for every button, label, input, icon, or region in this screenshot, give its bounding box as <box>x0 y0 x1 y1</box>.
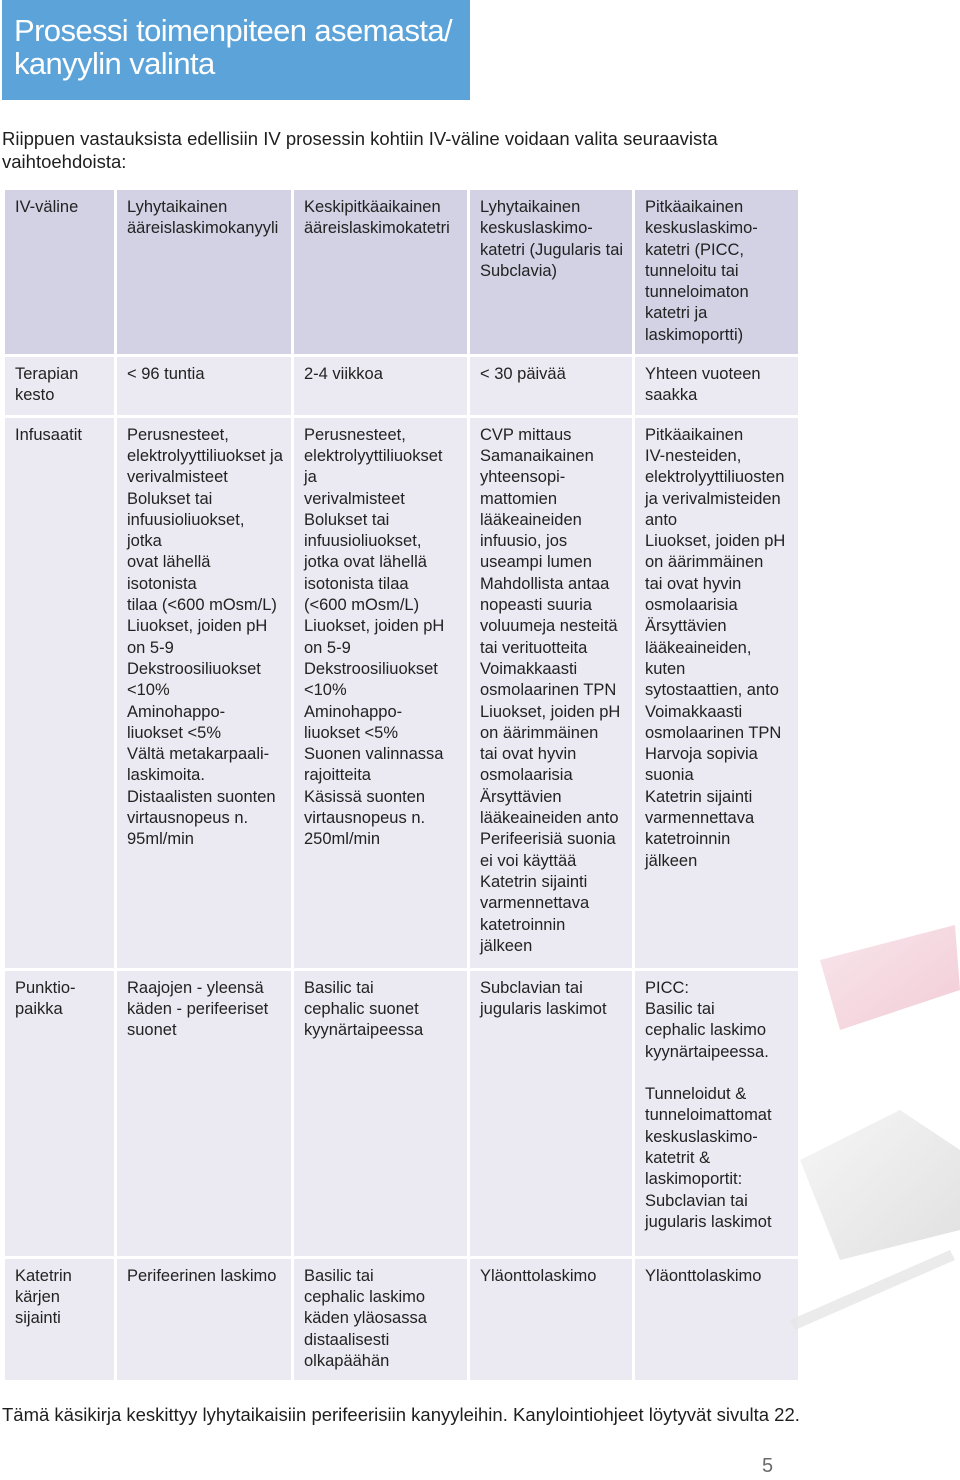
cell-text-line: nopeasti suuria <box>480 596 592 615</box>
cell-text-line: Dekstroosiliuokset <box>127 659 261 678</box>
catheter-image-decoration <box>780 900 960 1480</box>
cell-text-line: ovat lähellä isotonista <box>127 553 211 593</box>
cell-text-line: Liuokset, joiden pH <box>304 617 445 636</box>
cell-text-line: Distaalisten suonten <box>127 787 276 806</box>
cell-text-line: Perusnesteet, <box>127 425 229 444</box>
cell-text-line: jälkeen <box>480 936 533 955</box>
cell-text-line: distaalisesti <box>304 1330 390 1349</box>
table-cell-infu-1 <box>116 416 293 969</box>
row-label-punk-0 <box>4 969 116 1257</box>
cell-text-line: Ärsyttävien <box>480 787 562 806</box>
cell-text-line: olkapäähän <box>304 1351 390 1370</box>
table-row-kat <box>4 1257 800 1381</box>
cell-text-line: Bolukset tai <box>127 489 213 508</box>
cell-text-line: Voimakkaasti <box>480 659 578 678</box>
cell-text-line: IV-väline <box>15 198 79 216</box>
cell-text-line: keskuslaskimo- <box>645 219 758 238</box>
cell-text-line: Terapian <box>15 365 79 384</box>
footer-note: Tämä käsikirja keskittyy lyhytaikaisiin perifeerisiin kanyyleihin. Kanylointiohjeet löytyvät sivulta 22. <box>2 1404 800 1425</box>
cell-text-line: Perifeerinen laskimo <box>127 1266 277 1285</box>
cell-text-line: lääkeaineiden <box>480 510 582 529</box>
cell-text-line: 2-4 viikkoa <box>304 365 383 384</box>
table-cell-punk-2 <box>293 969 469 1257</box>
cell-text-line: katetrit & <box>645 1149 711 1168</box>
cell-text-line: sytostaattien, anto <box>645 681 779 700</box>
cell-text-line: Katetrin sijainti <box>645 787 753 806</box>
cell-text-line: Infusaatit <box>15 425 82 444</box>
page-title-line-2: kanyylin valinta <box>14 46 215 81</box>
cell-text-line: Subclavian tai <box>645 1191 748 1210</box>
cell-text-line: kuten <box>645 659 686 678</box>
intro-paragraph: Riippuen vastauksista edellisiin IV prosessin kohtiin IV-väline voidaan valita seuraavista vaihtoehdoista: <box>2 128 718 172</box>
cell-text-line: Vältä metakarpaali- <box>127 745 270 764</box>
table-cell-punk-4 <box>634 969 800 1257</box>
cell-text-line: <10% <box>304 681 347 700</box>
cell-text-line: Harvoja sopivia <box>645 745 758 764</box>
table-row-infu <box>4 416 800 969</box>
cell-text-line: suonet <box>127 1021 177 1040</box>
cell-text-line: Lyhytaikainen <box>127 198 228 216</box>
iv-device-table <box>2 187 801 1383</box>
cell-text-line: suonia <box>645 766 694 785</box>
cell-text-line: tai verituotteita <box>480 638 588 657</box>
table-cell-kat-1 <box>116 1257 293 1381</box>
cell-text-line: jugularis laskimot <box>645 1212 772 1231</box>
cell-text-line: Raajojen - yleensä <box>127 978 264 997</box>
cell-text-line: lääkeaineiden anto <box>480 809 619 828</box>
cell-text-line: Basilic tai <box>304 1266 374 1285</box>
cell-text-line: virtausnopeus n. <box>127 809 249 828</box>
table-cell-infu-4 <box>634 416 800 969</box>
cell-text-line: infuusio, jos <box>480 532 568 551</box>
cell-text-line: Bolukset tai <box>304 510 390 529</box>
cell-text-line: < 30 päivää <box>480 365 566 384</box>
cell-text-line: Katetrin <box>15 1266 72 1285</box>
table-cell-head-4 <box>634 189 800 356</box>
table-cell-kat-2 <box>293 1257 469 1381</box>
cell-text-line: ääreislaskimokatetri <box>304 219 450 238</box>
cell-text-line: käden - perifeeriset <box>127 999 269 1018</box>
table-cell-head-3 <box>469 189 634 356</box>
cell-text-line: laskimoportit: <box>645 1170 743 1189</box>
cell-text-line: tunneloimaton <box>645 283 749 302</box>
cell-text-line: ja verivalmisteiden <box>645 489 781 508</box>
cell-text-line: elektrolyyttiliuokset ja <box>127 446 283 465</box>
cell-text-line: Subclavian tai <box>480 978 583 997</box>
cell-text-line: mattomien <box>480 489 558 508</box>
cell-text-line: on äärimmäinen <box>480 723 599 742</box>
cell-text-line: kyynärtaipeessa. <box>645 1042 769 1061</box>
cell-text-line: jotka ovat lähellä <box>304 553 427 572</box>
cell-text-line: isotonista tilaa <box>304 574 409 593</box>
cell-text-line: yhteensopi- <box>480 468 566 487</box>
row-label-infu-0 <box>4 416 116 969</box>
cell-text-line: katetroinnin <box>480 915 566 934</box>
cell-text-line: elektrolyyttiliuosten <box>645 468 785 487</box>
cell-text-line: Samanaikainen <box>480 446 594 465</box>
cell-text-line: Katetrin sijainti <box>480 872 588 891</box>
table-cell-kesto-4 <box>634 356 800 417</box>
cell-text-line: rajoitteita <box>304 766 371 785</box>
cell-text-line: Dekstroosiliuokset <box>304 659 438 678</box>
cell-text-line: käden yläosassa <box>304 1309 427 1328</box>
cell-text-line: Basilic tai <box>304 978 374 997</box>
cell-text-line: tilaa (<600 mOsm/L) <box>127 596 277 615</box>
cell-text-line: Aminohappo- <box>304 702 403 721</box>
cell-text-line: verivalmisteet <box>127 468 228 487</box>
cell-text-line: PICC: <box>645 978 690 997</box>
cell-text-line: Liuokset, joiden pH <box>480 702 621 721</box>
row-label-kat-0 <box>4 1257 116 1381</box>
cell-text-line: infuusioliuokset, jotka <box>127 510 245 551</box>
row-label-kesto-0 <box>4 356 116 417</box>
cell-text-line: liuokset <5% <box>304 723 399 742</box>
table-cell-kat-3 <box>469 1257 634 1381</box>
cell-text-line: Basilic tai <box>645 999 715 1018</box>
cell-text-line: tai ovat hyvin <box>480 745 577 764</box>
cell-text-line: infuusioliuokset, <box>304 532 422 551</box>
cell-text-line: Keskipitkäaikainen <box>304 198 441 216</box>
cell-text-line: tai ovat hyvin <box>645 574 742 593</box>
cell-text-line: sijainti <box>15 1309 61 1328</box>
cell-text-line: Perusnesteet, <box>304 425 406 444</box>
cell-text-line: Liuokset, joiden pH <box>127 617 268 636</box>
cell-text-line: laskimoita. <box>127 766 205 785</box>
row-label-head-0 <box>4 189 116 356</box>
cell-text-line: Pitkäaikainen <box>645 198 744 216</box>
cell-text-line: cephalic laskimo <box>645 1021 767 1040</box>
table-cell-kat-4 <box>634 1257 800 1381</box>
cell-text-line: Liuokset, joiden pH <box>645 532 786 551</box>
table-cell-infu-2 <box>293 416 469 969</box>
cell-text-line: useampi lumen <box>480 553 592 572</box>
cell-text-line: (<600 mOsm/L) <box>304 596 420 615</box>
table-cell-head-1 <box>116 189 293 356</box>
cell-text-line: Yläonttolaskimo <box>480 1266 597 1285</box>
table-cell-punk-1 <box>116 969 293 1257</box>
cell-text-line: katetri (PICC, <box>645 240 745 259</box>
cell-text-line: kesto <box>15 386 55 405</box>
cell-text-line: voluumeja nesteitä <box>480 617 618 636</box>
cell-text-line: Punktio- <box>15 978 76 997</box>
cell-text-line: on äärimmäinen <box>645 553 764 572</box>
cell-text-line: kärjen <box>15 1287 60 1306</box>
cell-text-line: cephalic laskimo <box>304 1287 426 1306</box>
cell-text-line: katetri (Jugularis tai <box>480 240 624 259</box>
cell-text-line: Voimakkaasti <box>645 702 743 721</box>
cell-text-line: Aminohappo- <box>127 702 226 721</box>
cell-text-line: osmolaarinen TPN <box>645 723 782 742</box>
cell-text-line: Pitkäaikainen <box>645 425 744 444</box>
cell-text-line: Suonen valinnassa <box>304 745 444 764</box>
cell-text-line: ei voi käyttää <box>480 851 577 870</box>
page-title-line-1: Prosessi toimenpiteen asemasta/ <box>14 13 453 48</box>
cell-text-line: elektrolyyttiliuokset ja <box>304 446 443 487</box>
cell-text-line: Perifeerisiä suonia <box>480 830 616 849</box>
table-cell-kesto-2 <box>293 356 469 417</box>
cell-text-line: Mahdollista antaa <box>480 574 610 593</box>
title-banner <box>2 0 470 100</box>
cell-text-line: osmolaarisia <box>480 766 573 785</box>
cell-text-line: keskuslaskimo- <box>480 219 593 238</box>
cell-text-line: katetroinnin <box>645 830 731 849</box>
cell-text-line: varmennettava <box>645 809 755 828</box>
table-cell-infu-3 <box>469 416 634 969</box>
cell-text-line: osmolaarinen TPN <box>480 681 617 700</box>
cell-text-line: Käsissä suonten <box>304 787 426 806</box>
cell-text-line: cephalic suonet <box>304 999 419 1018</box>
cell-text-line: on 5-9 <box>304 638 351 657</box>
cell-text-line: 95ml/min <box>127 830 194 849</box>
table-row-head <box>4 189 800 356</box>
cell-text-line: kyynärtaipeessa <box>304 1021 424 1040</box>
cell-text-line: liuokset <5% <box>127 723 222 742</box>
table-cell-kesto-1 <box>116 356 293 417</box>
cell-text-line: < 96 tuntia <box>127 365 205 384</box>
cell-text-line: lääkeaineiden, <box>645 638 752 657</box>
cell-text-line: keskuslaskimo- <box>645 1127 758 1146</box>
page-number: 5 <box>762 1455 774 1477</box>
table-row-punk <box>4 969 800 1257</box>
cell-text-line: jälkeen <box>645 851 698 870</box>
cell-text-line: jugularis laskimot <box>480 999 607 1018</box>
cell-text-line: Subclavia) <box>480 261 558 280</box>
cell-text-line: CVP mittaus <box>480 425 572 444</box>
cell-text-line: Tunneloidut & <box>645 1085 747 1104</box>
cell-text-line: tunneloitu tai <box>645 261 739 280</box>
cell-text-line: 250ml/min <box>304 830 381 849</box>
table-cell-punk-3 <box>469 969 634 1257</box>
table-row-kesto <box>4 356 800 417</box>
cell-text-line: verivalmisteet <box>304 489 405 508</box>
cell-text-line: katetri ja <box>645 304 708 323</box>
cell-text-line: Lyhytaikainen <box>480 198 581 216</box>
cell-text-line: varmennettava <box>480 894 590 913</box>
cell-text-line: <10% <box>127 681 170 700</box>
table-cell-head-2 <box>293 189 469 356</box>
cell-text-line: Yläonttolaskimo <box>645 1266 762 1285</box>
cell-text-line: anto <box>645 510 678 529</box>
cell-text-line: tunneloimattomat <box>645 1106 772 1125</box>
cell-text-line: laskimoportti) <box>645 325 744 344</box>
cell-text-line: saakka <box>645 386 698 405</box>
cell-text-line: paikka <box>15 999 63 1018</box>
cell-text-line: ääreislaskimokanyyli <box>127 219 279 238</box>
cell-text-line: on 5-9 <box>127 638 174 657</box>
cell-text-line: Yhteen vuoteen <box>645 365 761 384</box>
cell-text-line: osmolaarisia <box>645 596 738 615</box>
cell-text-line: Ärsyttävien <box>645 617 727 636</box>
cell-text-line <box>645 1063 790 1084</box>
table-body <box>4 189 800 1382</box>
cell-text-line: virtausnopeus n. <box>304 809 426 828</box>
cell-text-line: IV-nesteiden, <box>645 446 742 465</box>
table-cell-kesto-3 <box>469 356 634 417</box>
